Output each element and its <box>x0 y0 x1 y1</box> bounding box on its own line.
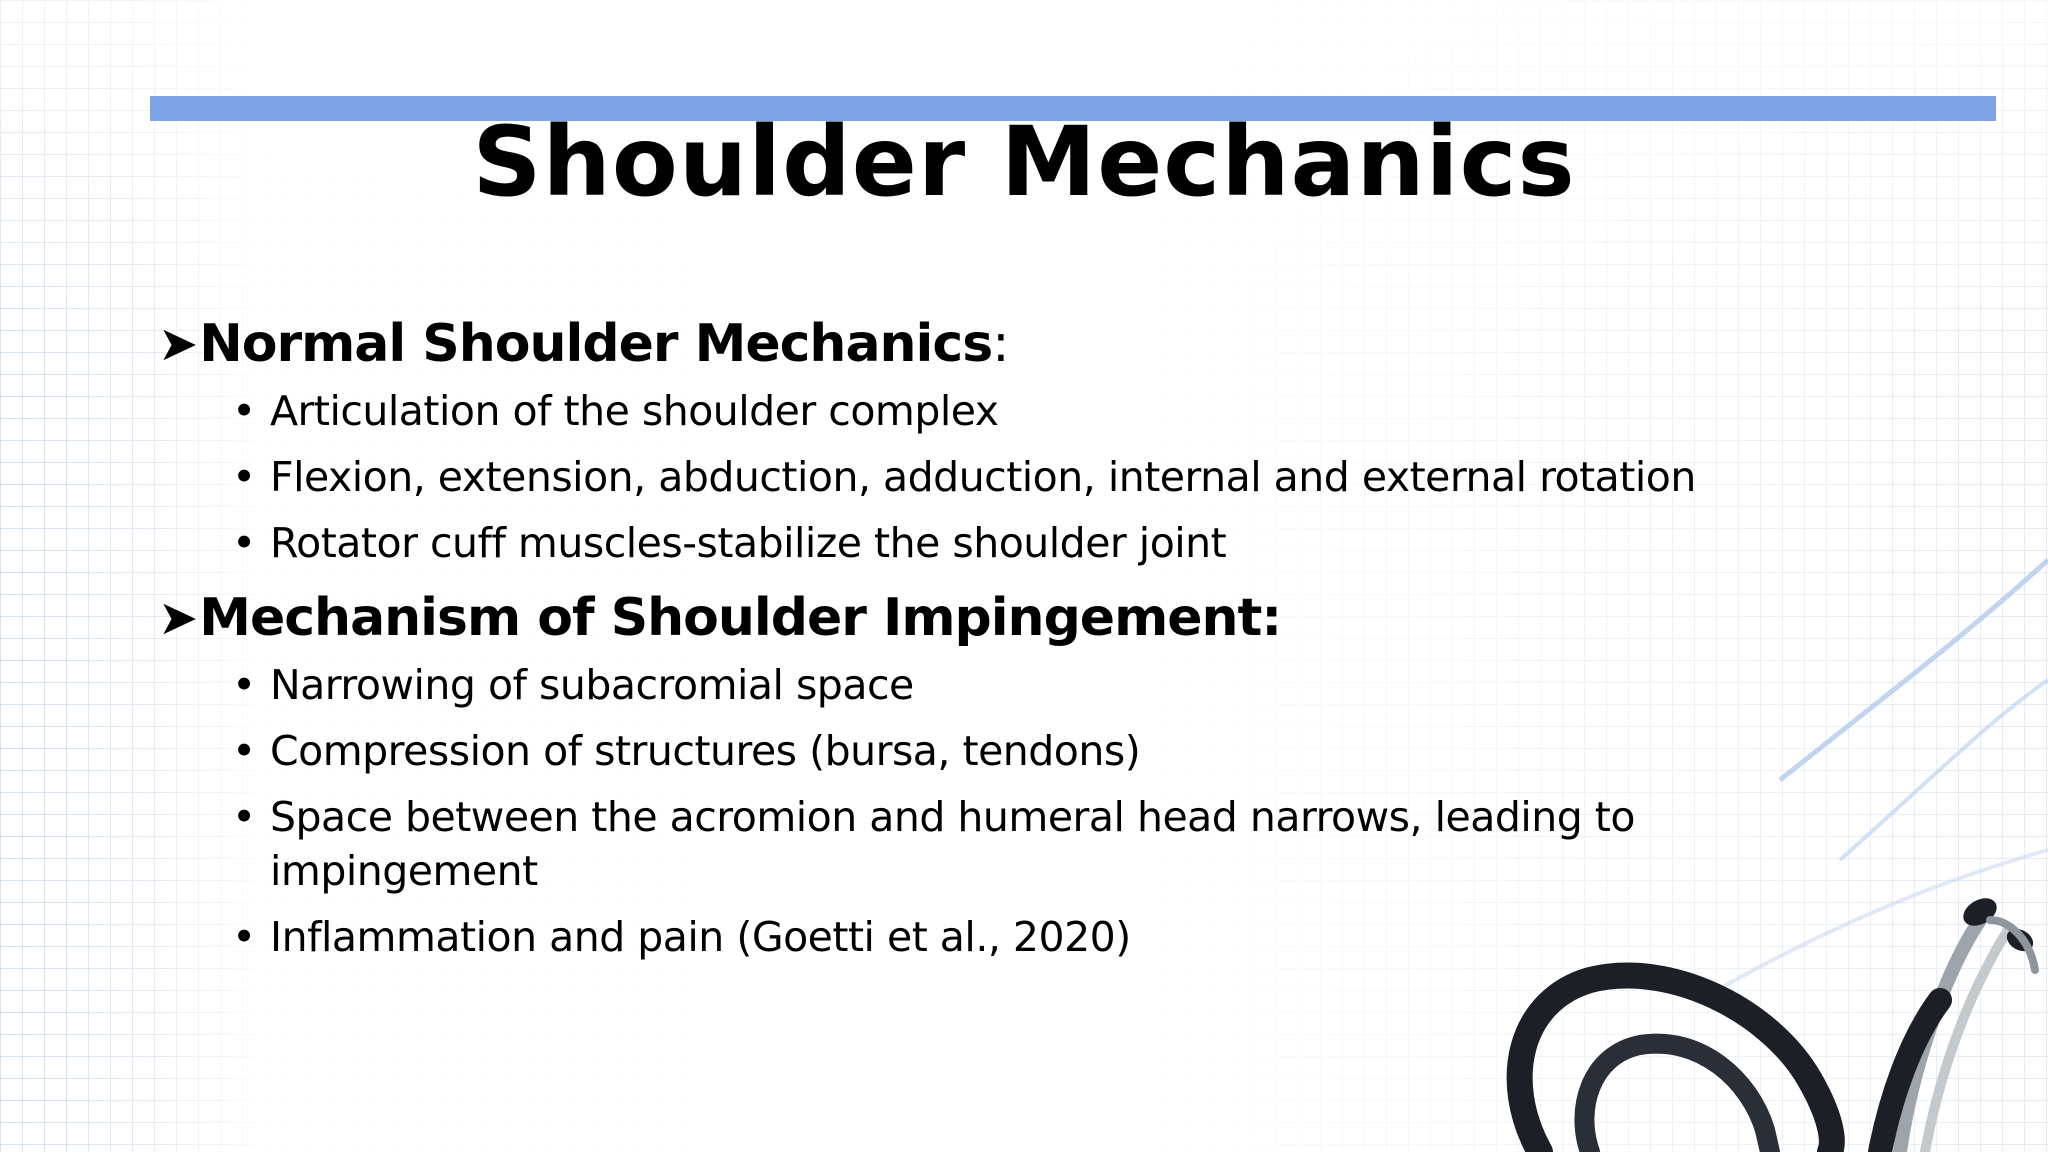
list-item <box>232 516 1790 570</box>
round-bullet-icon: • <box>232 727 256 775</box>
list-item-text: Rotator cuff muscles-stabilize the shoulder joint <box>270 519 1227 567</box>
list-item <box>232 384 1790 438</box>
slide-title: Shoulder Mechanics <box>472 106 1576 218</box>
slide-content <box>158 308 1938 976</box>
list-item-text: Compression of structures (bursa, tendons) <box>270 727 1141 775</box>
list-item-text: Inflammation and pain (Goetti et al., 2020) <box>270 913 1131 961</box>
section-heading <box>158 582 1938 654</box>
round-bullet-icon: • <box>232 661 256 709</box>
section-heading-text: Mechanism of Shoulder Impingement: <box>199 588 1282 648</box>
round-bullet-icon: • <box>232 793 256 841</box>
round-bullet-icon: • <box>232 913 256 961</box>
list-item-text: Articulation of the shoulder complex <box>270 387 999 435</box>
section-normal-mechanics <box>158 308 1938 570</box>
section-heading-suffix: : <box>992 314 1009 374</box>
section-heading-text: Normal Shoulder Mechanics <box>199 314 993 374</box>
round-bullet-icon: • <box>232 453 256 501</box>
round-bullet-icon: • <box>232 519 256 567</box>
arrowhead-bullet-icon: ➤ <box>158 590 198 646</box>
list-item <box>232 724 1790 778</box>
list-item <box>232 450 1790 504</box>
list-item-text: Flexion, extension, abduction, adduction, internal and external rotation <box>270 453 1696 501</box>
list-item <box>232 658 1790 712</box>
section-items <box>158 384 1938 570</box>
section-heading <box>158 308 1938 380</box>
round-bullet-icon: • <box>232 387 256 435</box>
arrowhead-bullet-icon: ➤ <box>158 316 198 372</box>
stethoscope-icon <box>1480 880 2048 1152</box>
list-item-text: Space between the acromion and humeral head narrows, leading to impingement <box>270 793 1635 895</box>
list-item-text: Narrowing of subacromial space <box>270 661 914 709</box>
